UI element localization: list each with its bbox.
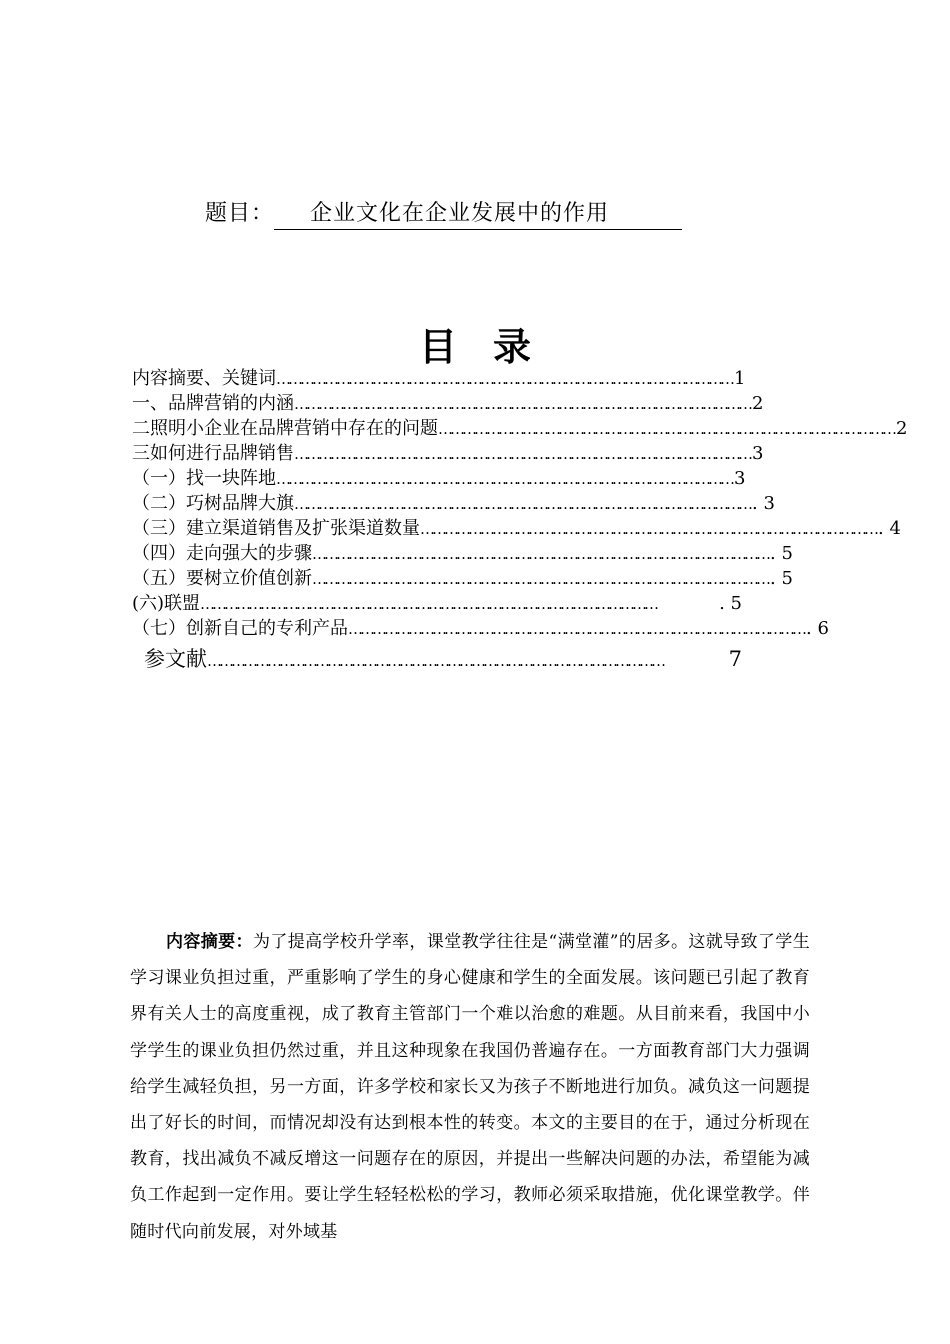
toc-entry-label: 参文献 xyxy=(144,647,207,671)
toc-entry-page: 1 xyxy=(734,368,746,389)
toc-entry[interactable] xyxy=(132,466,746,491)
table-of-contents xyxy=(132,366,908,674)
toc-entry-page: . 3 xyxy=(752,493,775,514)
toc-entry-page: . 5 xyxy=(719,593,742,614)
toc-entry-page: . 6 xyxy=(806,618,829,639)
thesis-title-value: 企业文化在企业发展中的作用 xyxy=(274,199,682,230)
toc-leader-dots: …………………………………………………………………………………………………… xyxy=(348,620,804,638)
toc-entry-page: 2 xyxy=(896,418,908,439)
toc-entry-page: . 5 xyxy=(770,568,793,589)
toc-heading: 目录 xyxy=(418,325,567,369)
toc-entry-label: （七）创新自己的专利产品 xyxy=(132,618,348,639)
toc-leader-dots: …………………………………………………………………………………………………… xyxy=(312,570,768,588)
thesis-title xyxy=(205,196,682,230)
toc-entry[interactable] xyxy=(132,416,908,441)
toc-entry-label: 二照明小企业在品牌营销中存在的问题 xyxy=(132,418,438,439)
toc-leader-dots: …………………………………………………………………………………………………… xyxy=(438,420,894,438)
abstract-label: 内容摘要： xyxy=(166,932,253,952)
toc-entry[interactable] xyxy=(132,516,901,541)
toc-entry[interactable] xyxy=(132,541,793,566)
toc-entry-label: 三如何进行品牌销售 xyxy=(132,443,294,464)
toc-leader-dots: …………………………………………………………………………………………………… xyxy=(294,495,750,513)
toc-entry[interactable] xyxy=(132,441,764,466)
toc-leader-dots: …………………………………………………………………………………………………… xyxy=(200,595,657,613)
toc-entry-label: 内容摘要、关键词 xyxy=(132,368,276,389)
toc-leader-dots: …………………………………………………………………………………………………… xyxy=(294,395,750,413)
thesis-title-label: 题目： xyxy=(205,201,275,226)
toc-entry-page: 3 xyxy=(752,443,764,464)
toc-entry-label: （四）走向强大的步骤 xyxy=(132,543,312,564)
toc-leader-dots: …………………………………………………………………………………………………… xyxy=(207,652,663,670)
toc-leader-dots: …………………………………………………………………………………………………… xyxy=(276,470,732,488)
abstract-paragraph xyxy=(130,924,810,1250)
toc-entry[interactable] xyxy=(132,616,829,641)
toc-leader-dots: …………………………………………………………………………………………………… xyxy=(420,520,876,538)
toc-entry-label: （五）要树立价值创新 xyxy=(132,568,312,589)
toc-entry-label: (六)联盟 xyxy=(132,593,201,614)
toc-entry-page: 2 xyxy=(752,393,764,414)
toc-entry-page: 7 xyxy=(728,647,742,671)
toc-entry-label: 一、品牌营销的内涵 xyxy=(132,393,294,414)
toc-leader-dots: …………………………………………………………………………………………………… xyxy=(294,445,750,463)
toc-entry[interactable] xyxy=(132,391,764,416)
toc-entry-page: . 5 xyxy=(770,543,793,564)
toc-entry[interactable] xyxy=(132,591,742,616)
toc-entry-label: （一）找一块阵地 xyxy=(132,468,276,489)
toc-leader-dots: …………………………………………………………………………………………………… xyxy=(312,545,768,563)
toc-entry[interactable] xyxy=(132,644,742,674)
toc-entry-label: （三）建立渠道销售及扩张渠道数量 xyxy=(132,518,420,539)
toc-entry-page: . 4 xyxy=(878,518,901,539)
toc-entry[interactable] xyxy=(132,491,775,516)
toc-entry[interactable] xyxy=(132,366,746,391)
toc-entry[interactable] xyxy=(132,566,793,591)
toc-entry-label: （二）巧树品牌大旗 xyxy=(132,493,294,514)
toc-leader-dots: …………………………………………………………………………………………………… xyxy=(276,370,732,388)
toc-entry-page: 3 xyxy=(734,468,746,489)
abstract-text: 为了提高学校升学率，课堂教学往往是“满堂灌”的居多。这就导致了学生学习课业负担过重，严重影响了学生的身心健康和学生的全面发展。该问题已引起了教育界有关人士的高度重视，成了教育主管部门一个难以治愈的难题。从目前来看，我国中小学学生的课业负担仍然过重，并且这种现象在我国仍普遍存在。一方面教育部门大力强调给学生减轻负担，另一方面，许多学校和家长又为孩子不断地进行加负。减负这一问题提出了好长的时间，而情况却没有达到根本性的转变。本文的主要目的在于，通过分析现在教育，找出减负不减反增这一问题存在的原因，并提出一些解决问题的办法，希望能为减负工作起到一定作用。要让学生轻轻松松的学习，教师必须采取措施，优化课堂教学。伴随时代向前发展，对外域基 xyxy=(130,932,811,1242)
